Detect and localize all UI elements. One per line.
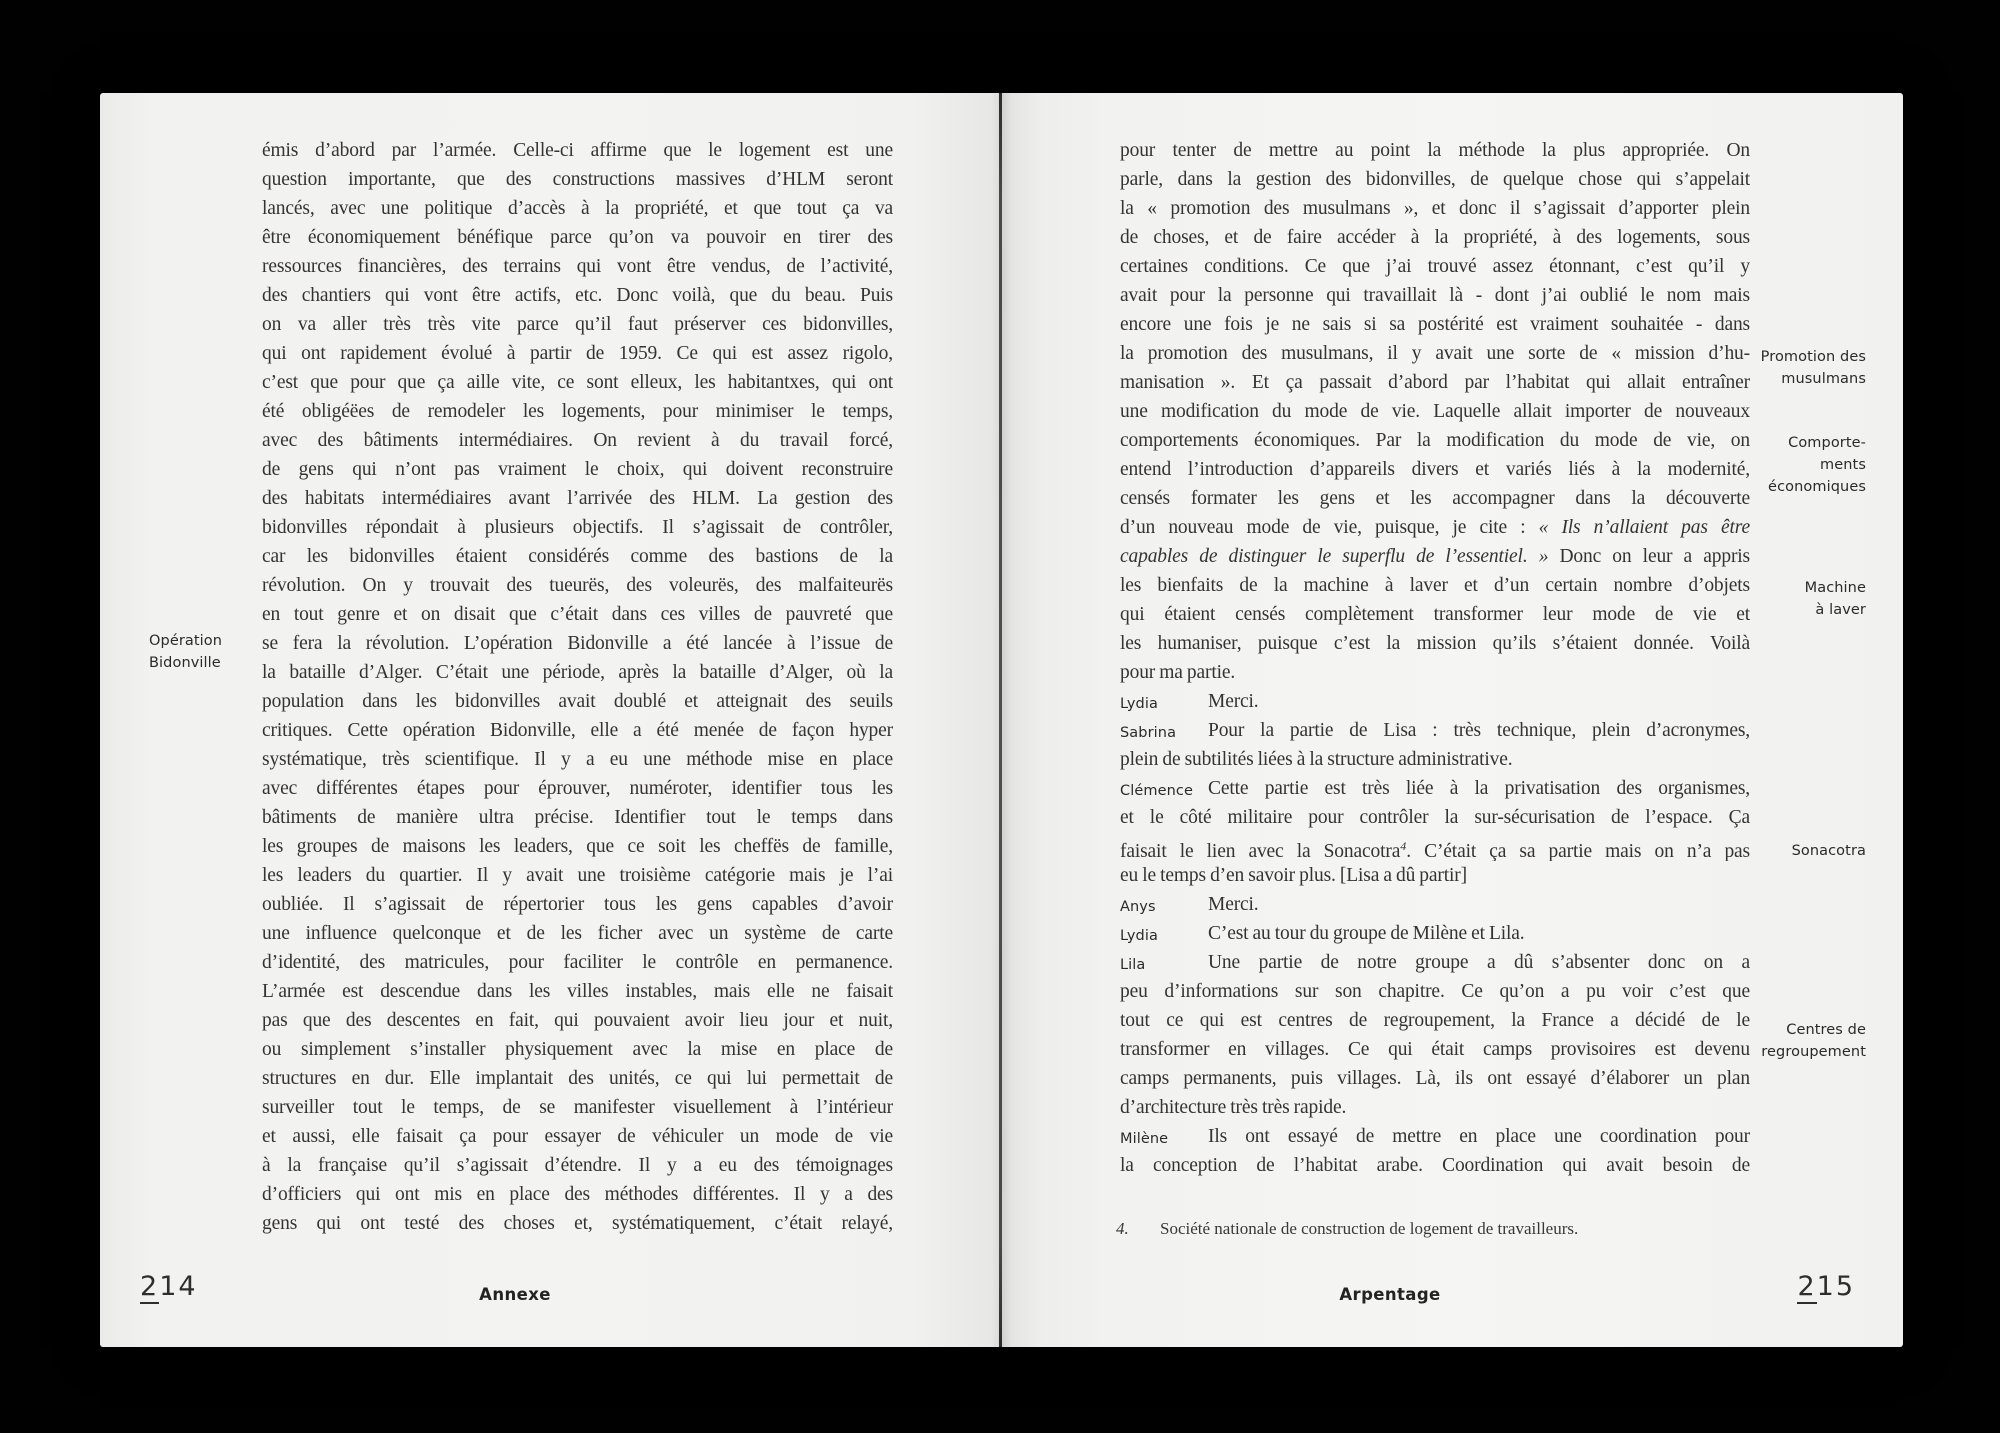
- text-line: on va aller très très vite parce qu’il faut préserver ces bidonvilles,: [262, 314, 893, 335]
- text-line: et aussi, elle faisait ça pour essayer de véhiculer un mode de vie: [262, 1126, 893, 1147]
- text-line: les bienfaits de la machine à laver et d’un certain nombre d’objets: [1120, 575, 1750, 596]
- text-line: pour tenter de mettre au point la méthode la plus appropriée. On: [1120, 140, 1750, 161]
- text-line: car les bidonvilles étaient considérés comme des bastions de la: [262, 546, 893, 567]
- text-line: Milène Ils ont essayé de mettre en place une coordination pour: [1120, 1126, 1750, 1147]
- text-line: manisation ». Et ça passait d’abord par l’habitat qui allait entraîner: [1120, 372, 1750, 393]
- footnote: [1116, 1218, 1756, 1240]
- body-text-left: [262, 136, 893, 1238]
- page-number-left: 214: [140, 1271, 198, 1302]
- text-line: de choses, et de faire accéder à la propriété, à des logements, sous: [1120, 227, 1750, 248]
- text-line: comportements économiques. Par la modification du mode de vie, on: [1120, 430, 1750, 451]
- text-line: plein de subtilités liées à la structure administrative.: [1120, 749, 1513, 770]
- text-line: la conception de l’habitat arabe. Coordination qui avait besoin de: [1120, 1155, 1750, 1176]
- text-line: pour ma partie.: [1120, 662, 1236, 683]
- text-line: et le côté militaire pour contrôler la sur-sécurisation de l’espace. Ça: [1120, 807, 1750, 828]
- text-line: transformer en villages. Ce qui était camps provisoires est devenu: [1120, 1039, 1750, 1060]
- text-line: en tout genre et on disait que c’était dans ces villes de pauvreté que: [262, 604, 893, 625]
- text-line: faisait le lien avec la Sonacotra$^4$. C’était ça sa partie mais on n’a pas: [1120, 839, 1750, 861]
- footnote-text: Société nationale de construction de logement de travailleurs.: [1160, 1219, 1579, 1238]
- text-line: à la française qu’il s’agissait d’étendre. Il y a eu des témoignages: [262, 1155, 893, 1176]
- body-text-right: [1120, 136, 1750, 1180]
- text-line: tout ce qui est centres de regroupement, la France a décidé de le: [1120, 1010, 1750, 1031]
- text-line: une modification du mode de vie. Laquelle allait importer de nouveaux: [1120, 401, 1750, 422]
- text-line: de gens qui n’ont pas vraiment le choix, qui doivent reconstruire: [262, 459, 893, 480]
- text-line: avec différentes étapes pour éprouver, numéroter, identifier tous les: [262, 778, 893, 799]
- text-line: parle, dans la gestion des bidonvilles, de quelque chose qui s’appelait: [1120, 169, 1750, 190]
- margin-note-comportements-economiques: Comporte- ments économiques: [1768, 435, 1866, 495]
- text-line: ou simplement s’installer physiquement avec la mise en place de: [262, 1039, 893, 1060]
- speaker-label: Lydia: [1120, 927, 1158, 944]
- text-line: oubliée. Il s’agissait de répertorier tous les gens capables d’avoir: [262, 894, 893, 915]
- text-line: bidonvilles répondait à plusieurs objectifs. Il s’agissait de contrôler,: [262, 517, 893, 538]
- text-line: population dans les bidonvilles avait doublé et atteignait des seuils: [262, 691, 893, 712]
- text-line: systématique, très scientifique. Il y a eu une méthode mise en place: [262, 749, 893, 770]
- book-spread: [100, 93, 1903, 1347]
- page-right: [1001, 93, 1903, 1347]
- page-number-right: 215: [1797, 1271, 1855, 1302]
- text-line: structures en dur. Elle implantait des unités, ce qui lui permettait de: [262, 1068, 893, 1089]
- text-line: question importante, que des constructions massives d’HLM seront: [262, 169, 893, 190]
- speaker-label: Anys: [1120, 898, 1156, 915]
- text-line: eu le temps d’en savoir plus. [Lisa a dû partir]: [1120, 865, 1467, 886]
- text-line: émis d’abord par l’armée. Celle-ci affirme que le logement est une: [262, 140, 893, 161]
- speaker-label: Lydia: [1120, 695, 1158, 712]
- text-line: été obligéëes de remodeler les logements, pour minimiser le temps,: [262, 401, 893, 422]
- book-spine: [999, 93, 1002, 1347]
- text-line: Lydia Merci.: [1120, 691, 1259, 712]
- text-line: avait pour la personne qui travaillait là - dont j’ai oublié le nom mais: [1120, 285, 1750, 306]
- text-line: encore une fois je ne sais si sa postérité est vraiment souhaitée - dans: [1120, 314, 1750, 335]
- text-line: pas que des descentes en fait, qui pouvaient avoir lieu jour et nuit,: [262, 1010, 893, 1031]
- text-line: critiques. Cette opération Bidonville, elle a été menée de façon hyper: [262, 720, 893, 741]
- margin-note-sonacotra: Sonacotra: [1791, 843, 1866, 859]
- text-line: des habitats intermédiaires avant l’arrivée des HLM. La gestion des: [262, 488, 893, 509]
- speaker-label: Clémence: [1120, 782, 1194, 799]
- page-left: [100, 93, 1001, 1347]
- text-line: avec des bâtiments intermédiaires. On revient à du travail forcé,: [262, 430, 893, 451]
- text-line: peu d’informations sur son chapitre. Ce qu’on a pu voir c’est que: [1120, 981, 1750, 1002]
- margin-note-operation-bidonville: Opération Bidonville: [149, 633, 223, 671]
- text-line: L’armée est descendue dans les villes instables, mais elle ne faisait: [262, 981, 893, 1002]
- text-line: Anys Merci.: [1120, 894, 1259, 915]
- text-line: des chantiers qui vont être actifs, etc. Donc voilà, que du beau. Puis: [262, 285, 893, 306]
- text-line: Sabrina Pour la partie de Lisa : très technique, plein d’acronymes,: [1120, 720, 1750, 741]
- speaker-label: Sabrina: [1120, 724, 1177, 741]
- text-line: une influence quelconque et de les ficher avec un système de carte: [262, 923, 893, 944]
- section-title-right: Arpentage: [1339, 1285, 1441, 1304]
- text-line: d’architecture très très rapide.: [1120, 1097, 1347, 1118]
- text-line: Lydia C’est au tour du groupe de Milène et Lila.: [1120, 923, 1525, 944]
- margin-note-centres-de-regroupement: Centres de regroupement: [1761, 1022, 1866, 1060]
- text-line: qui étaient censés complètement transformer leur mode de vie et: [1120, 604, 1750, 625]
- speaker-label: Lila: [1120, 956, 1146, 973]
- text-line: les humaniser, puisque c’est la mission qu’ils s’étaient donnée. Voilà: [1120, 633, 1750, 654]
- text-line: certaines conditions. Ce que j’ai trouvé assez étonnant, c’est qu’il y: [1120, 256, 1750, 277]
- section-title-left: Annexe: [479, 1285, 551, 1304]
- text-line: Lila Une partie de notre groupe a dû s’absenter donc on a: [1120, 952, 1750, 973]
- text-line: camps permanents, puis villages. Là, ils ont essayé d’élaborer un plan: [1120, 1068, 1750, 1089]
- footnote-number: 4.: [1116, 1219, 1129, 1238]
- text-line: c’est que pour que ça aille vite, ce sont elleux, les habitantxes, qui ont: [262, 372, 893, 393]
- text-line: lancés, avec une politique d’accès à la propriété, et que tout ça va: [262, 198, 893, 219]
- text-line: gens qui ont testé des choses et, systématiquement, c’était relayé,: [262, 1213, 893, 1234]
- text-line: ressources financières, des terrains qui vont être vendus, de l’activité,: [262, 256, 893, 277]
- text-line: qui ont rapidement évolué à partir de 1959. Ce qui est assez rigolo,: [262, 343, 893, 364]
- text-line: se fera la révolution. L’opération Bidonville a été lancée à l’issue de: [262, 633, 893, 654]
- text-line: d’un nouveau mode de vie, puisque, je cite : « Ils n’allaient pas être: [1120, 517, 1750, 538]
- text-line: d’officiers qui ont mis en place des méthodes différentes. Il y a des: [262, 1184, 893, 1205]
- text-line: la bataille d’Alger. C’était une période, après la bataille d’Alger, où la: [262, 662, 893, 683]
- text-line: Clémence Cette partie est très liée à la privatisation des organismes,: [1120, 778, 1750, 799]
- text-line: les groupes de maisons les leaders, que ce soit les cheffës de famille,: [262, 836, 893, 857]
- speaker-label: Milène: [1120, 1130, 1169, 1147]
- text-line: révolution. On y trouvait des tueurës, des voleurës, des malfaiteurës: [262, 575, 893, 596]
- text-line: les leaders du quartier. Il y avait une troisième catégorie mais je l’ai: [262, 865, 893, 886]
- text-line: être économiquement bénéfique parce qu’on va pouvoir en tirer des: [262, 227, 893, 248]
- text-line: d’identité, des matricules, pour faciliter le contrôle en permanence.: [262, 952, 893, 973]
- text-line: capables de distinguer le superflu de l’essentiel. » Donc on leur a appris: [1120, 546, 1750, 567]
- margin-note-promotion-des-musulmans: Promotion des musulmans: [1760, 349, 1866, 387]
- text-line: la « promotion des musulmans », et donc il s’agissait d’apporter plein: [1120, 198, 1750, 219]
- text-line: bâtiments de manière ultra précise. Identifier tout le temps dans: [262, 807, 893, 828]
- text-line: la promotion des musulmans, il y avait une sorte de « mission d’hu-: [1120, 343, 1750, 364]
- text-line: surveiller tout le temps, de se manifester visuellement à l’intérieur: [262, 1097, 893, 1118]
- margin-note-machine-a-laver: Machine à laver: [1804, 580, 1866, 618]
- text-line: entend l’introduction d’appareils divers et variés liés à la modernité,: [1120, 459, 1750, 480]
- text-line: censés formater les gens et les accompagner dans la découverte: [1120, 488, 1750, 509]
